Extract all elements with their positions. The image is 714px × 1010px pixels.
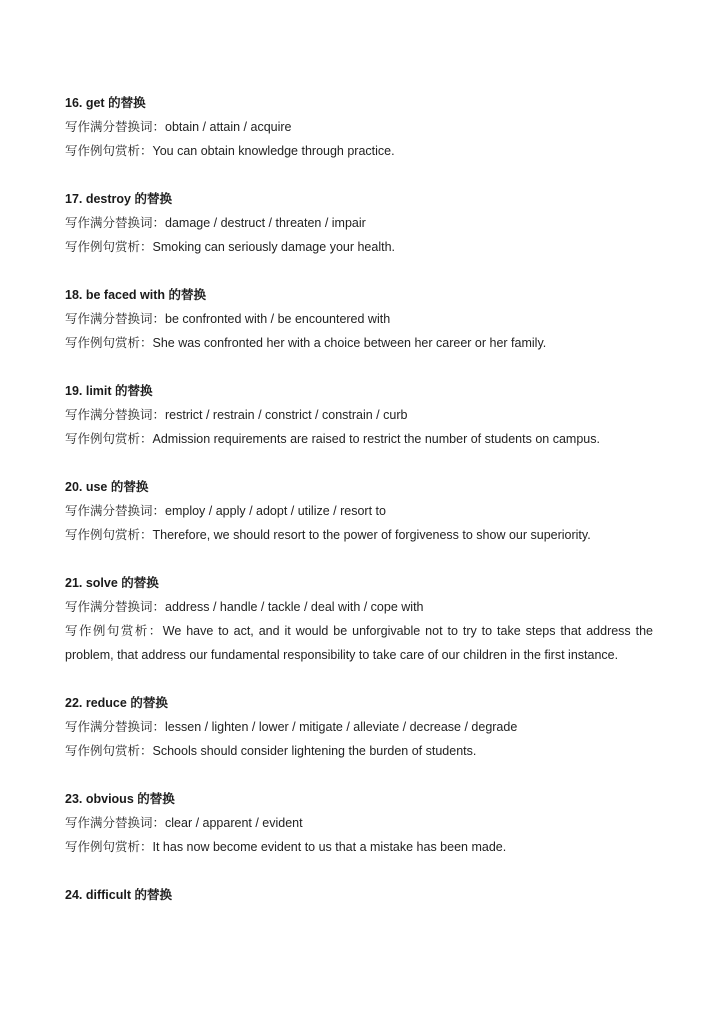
entry-20 — [65, 475, 653, 547]
example-line — [65, 139, 653, 163]
example-label: 写作例句赏析： — [65, 744, 153, 758]
synonyms-label: 写作满分替换词： — [65, 600, 166, 614]
entry-heading: 19. limit 的替换 — [65, 384, 153, 398]
example-text: Smoking can seriously damage your health. — [152, 240, 396, 254]
entry-23 — [65, 787, 653, 859]
example-label: 写作例句赏析： — [65, 336, 153, 350]
example-line — [65, 835, 653, 859]
entry-22 — [65, 691, 653, 763]
example-text: We have to act, and it would be unforgivable not to try to take steps that address the problem, that address our fundamental responsibility to take care of our children in the first instance. — [65, 624, 653, 662]
synonyms-text: employ / apply / adopt / utilize / resort to — [165, 504, 386, 518]
synonyms-label: 写作满分替换词： — [65, 216, 166, 230]
synonyms-line — [65, 211, 653, 235]
example-line — [65, 739, 653, 763]
synonyms-label: 写作满分替换词： — [65, 408, 166, 422]
synonyms-line — [65, 307, 653, 331]
entry-21 — [65, 571, 653, 667]
synonyms-line — [65, 811, 653, 835]
example-line — [65, 523, 653, 547]
entry-16 — [65, 91, 653, 163]
entry-heading: 16. get 的替换 — [65, 96, 146, 110]
synonyms-label: 写作满分替换词： — [65, 312, 166, 326]
example-text: It has now become evident to us that a mistake has been made. — [152, 840, 507, 854]
synonyms-line — [65, 115, 653, 139]
entry-heading: 17. destroy 的替换 — [65, 192, 172, 206]
synonyms-label: 写作满分替换词： — [65, 816, 166, 830]
synonyms-text: clear / apparent / evident — [165, 816, 303, 830]
synonyms-text: restrict / restrain / constrict / constrain / curb — [165, 408, 408, 422]
entry-heading: 23. obvious 的替换 — [65, 792, 175, 806]
entry-18 — [65, 283, 653, 355]
entry-24 — [65, 883, 653, 907]
example-label: 写作例句赏析： — [65, 624, 163, 638]
synonyms-label: 写作满分替换词： — [65, 720, 166, 734]
synonyms-line — [65, 715, 653, 739]
example-line — [65, 619, 653, 667]
synonyms-text: lessen / lighten / lower / mitigate / alleviate / decrease / degrade — [165, 720, 518, 734]
synonyms-line — [65, 499, 653, 523]
example-label: 写作例句赏析： — [65, 240, 153, 254]
synonyms-line — [65, 595, 653, 619]
entry-17 — [65, 187, 653, 259]
entry-heading: 24. difficult 的替换 — [65, 888, 172, 902]
entry-heading: 21. solve 的替换 — [65, 576, 159, 590]
synonyms-label: 写作满分替换词： — [65, 504, 166, 518]
entry-heading: 22. reduce 的替换 — [65, 696, 168, 710]
example-text: Schools should consider lightening the burden of students. — [152, 744, 477, 758]
synonyms-text: address / handle / tackle / deal with / cope with — [165, 600, 424, 614]
example-text: Therefore, we should resort to the power of forgiveness to show our superiority. — [152, 528, 591, 542]
example-text: You can obtain knowledge through practice. — [152, 144, 395, 158]
synonyms-line — [65, 403, 653, 427]
synonyms-text: obtain / attain / acquire — [165, 120, 292, 134]
entry-19 — [65, 379, 653, 451]
example-label: 写作例句赏析： — [65, 528, 153, 542]
synonyms-text: be confronted with / be encountered with — [165, 312, 391, 326]
example-text: She was confronted her with a choice between her career or her family. — [152, 336, 547, 350]
synonyms-label: 写作满分替换词： — [65, 120, 166, 134]
document-page — [65, 91, 653, 931]
example-label: 写作例句赏析： — [65, 432, 153, 446]
example-label: 写作例句赏析： — [65, 840, 153, 854]
entry-heading: 18. be faced with 的替换 — [65, 288, 207, 302]
example-label: 写作例句赏析： — [65, 144, 153, 158]
example-text: Admission requirements are raised to restrict the number of students on campus. — [152, 432, 600, 446]
synonyms-text: damage / destruct / threaten / impair — [165, 216, 366, 230]
entry-heading: 20. use 的替换 — [65, 480, 149, 494]
example-line — [65, 427, 653, 451]
example-line — [65, 235, 653, 259]
example-line — [65, 331, 653, 355]
